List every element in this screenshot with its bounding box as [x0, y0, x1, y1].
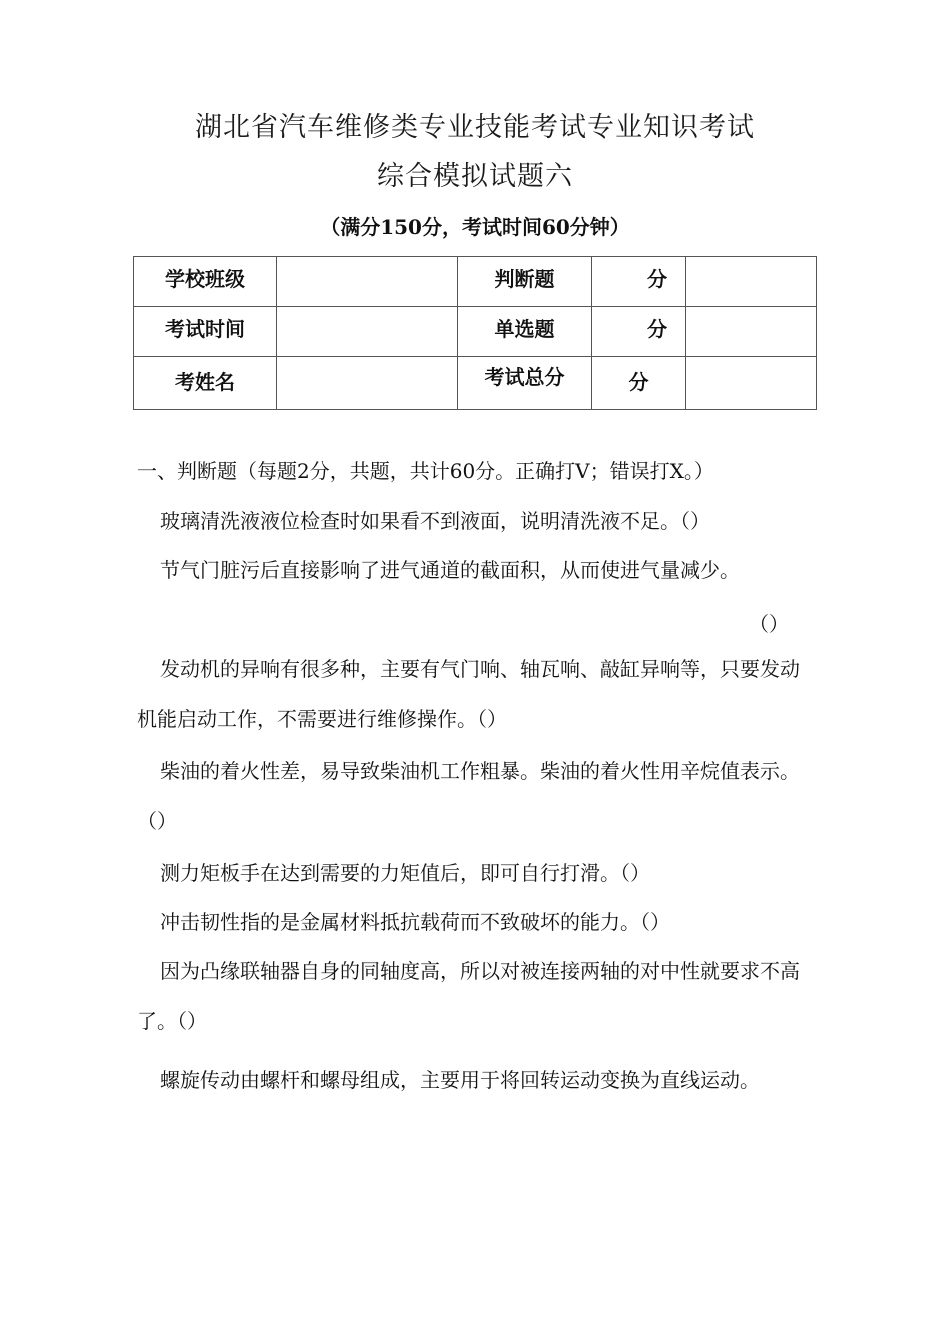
row-value-field [277, 357, 457, 363]
row-label: 学校班级 [165, 267, 245, 291]
score-unit: 分 [628, 370, 649, 394]
exam-subtitle: （满分150分，考试时间60分钟） [320, 215, 630, 239]
section-name: 考试总分 [484, 365, 565, 389]
score-field [686, 257, 816, 263]
exam-title-line1: 湖北省汽车维修类专业技能考试专业知识考试 [195, 112, 755, 143]
row-value-field [277, 307, 457, 313]
table-row [134, 257, 817, 307]
table-row [134, 357, 817, 410]
row-label: 考姓名 [175, 370, 235, 394]
score-field [686, 307, 816, 313]
question-6: 冲击韧性指的是金属材料抵抗载荷而不致破坏的能力。（） [160, 910, 670, 934]
exam-info-table [133, 256, 817, 410]
question-2: 节气门脏污后直接影响了进气通道的截面积，从而使进气量减少。 [160, 558, 740, 582]
row-label: 考试时间 [165, 317, 245, 341]
question-3: 发动机的异响有很多种，主要有气门响、轴瓦响、敲缸异响等，只要发动机能启动工作，不需要进行维修操作。（） [137, 657, 800, 731]
question-4: 柴油的着火性差，易导致柴油机工作粗暴。柴油的着火性用辛烷值表示。（） [137, 759, 800, 833]
question-2-answer-paren: （） [749, 612, 789, 636]
question-8: 螺旋传动由螺杆和螺母组成，主要用于将回转运动变换为直线运动。 [160, 1068, 760, 1092]
score-unit: 分 [647, 267, 667, 291]
score-field [686, 357, 816, 363]
question-5: 测力矩板手在达到需要的力矩值后，即可自行打滑。（） [160, 861, 650, 885]
section-heading: 一、判断题（每题2分，共题，共计60分。正确打V；错误打X。） [137, 459, 714, 483]
table-row [134, 307, 817, 357]
row-value-field [277, 257, 457, 263]
section-name: 判断题 [494, 267, 555, 291]
question-1: 玻璃清洗液液位检查时如果看不到液面，说明清洗液不足。（） [160, 509, 710, 533]
score-unit: 分 [647, 317, 667, 341]
exam-title-line2: 综合模拟试题六 [377, 161, 573, 192]
section-name: 单选题 [494, 317, 555, 341]
question-7: 因为凸缘联轴器自身的同轴度高，所以对被连接两轴的对中性就要求不高了。（） [137, 959, 800, 1033]
